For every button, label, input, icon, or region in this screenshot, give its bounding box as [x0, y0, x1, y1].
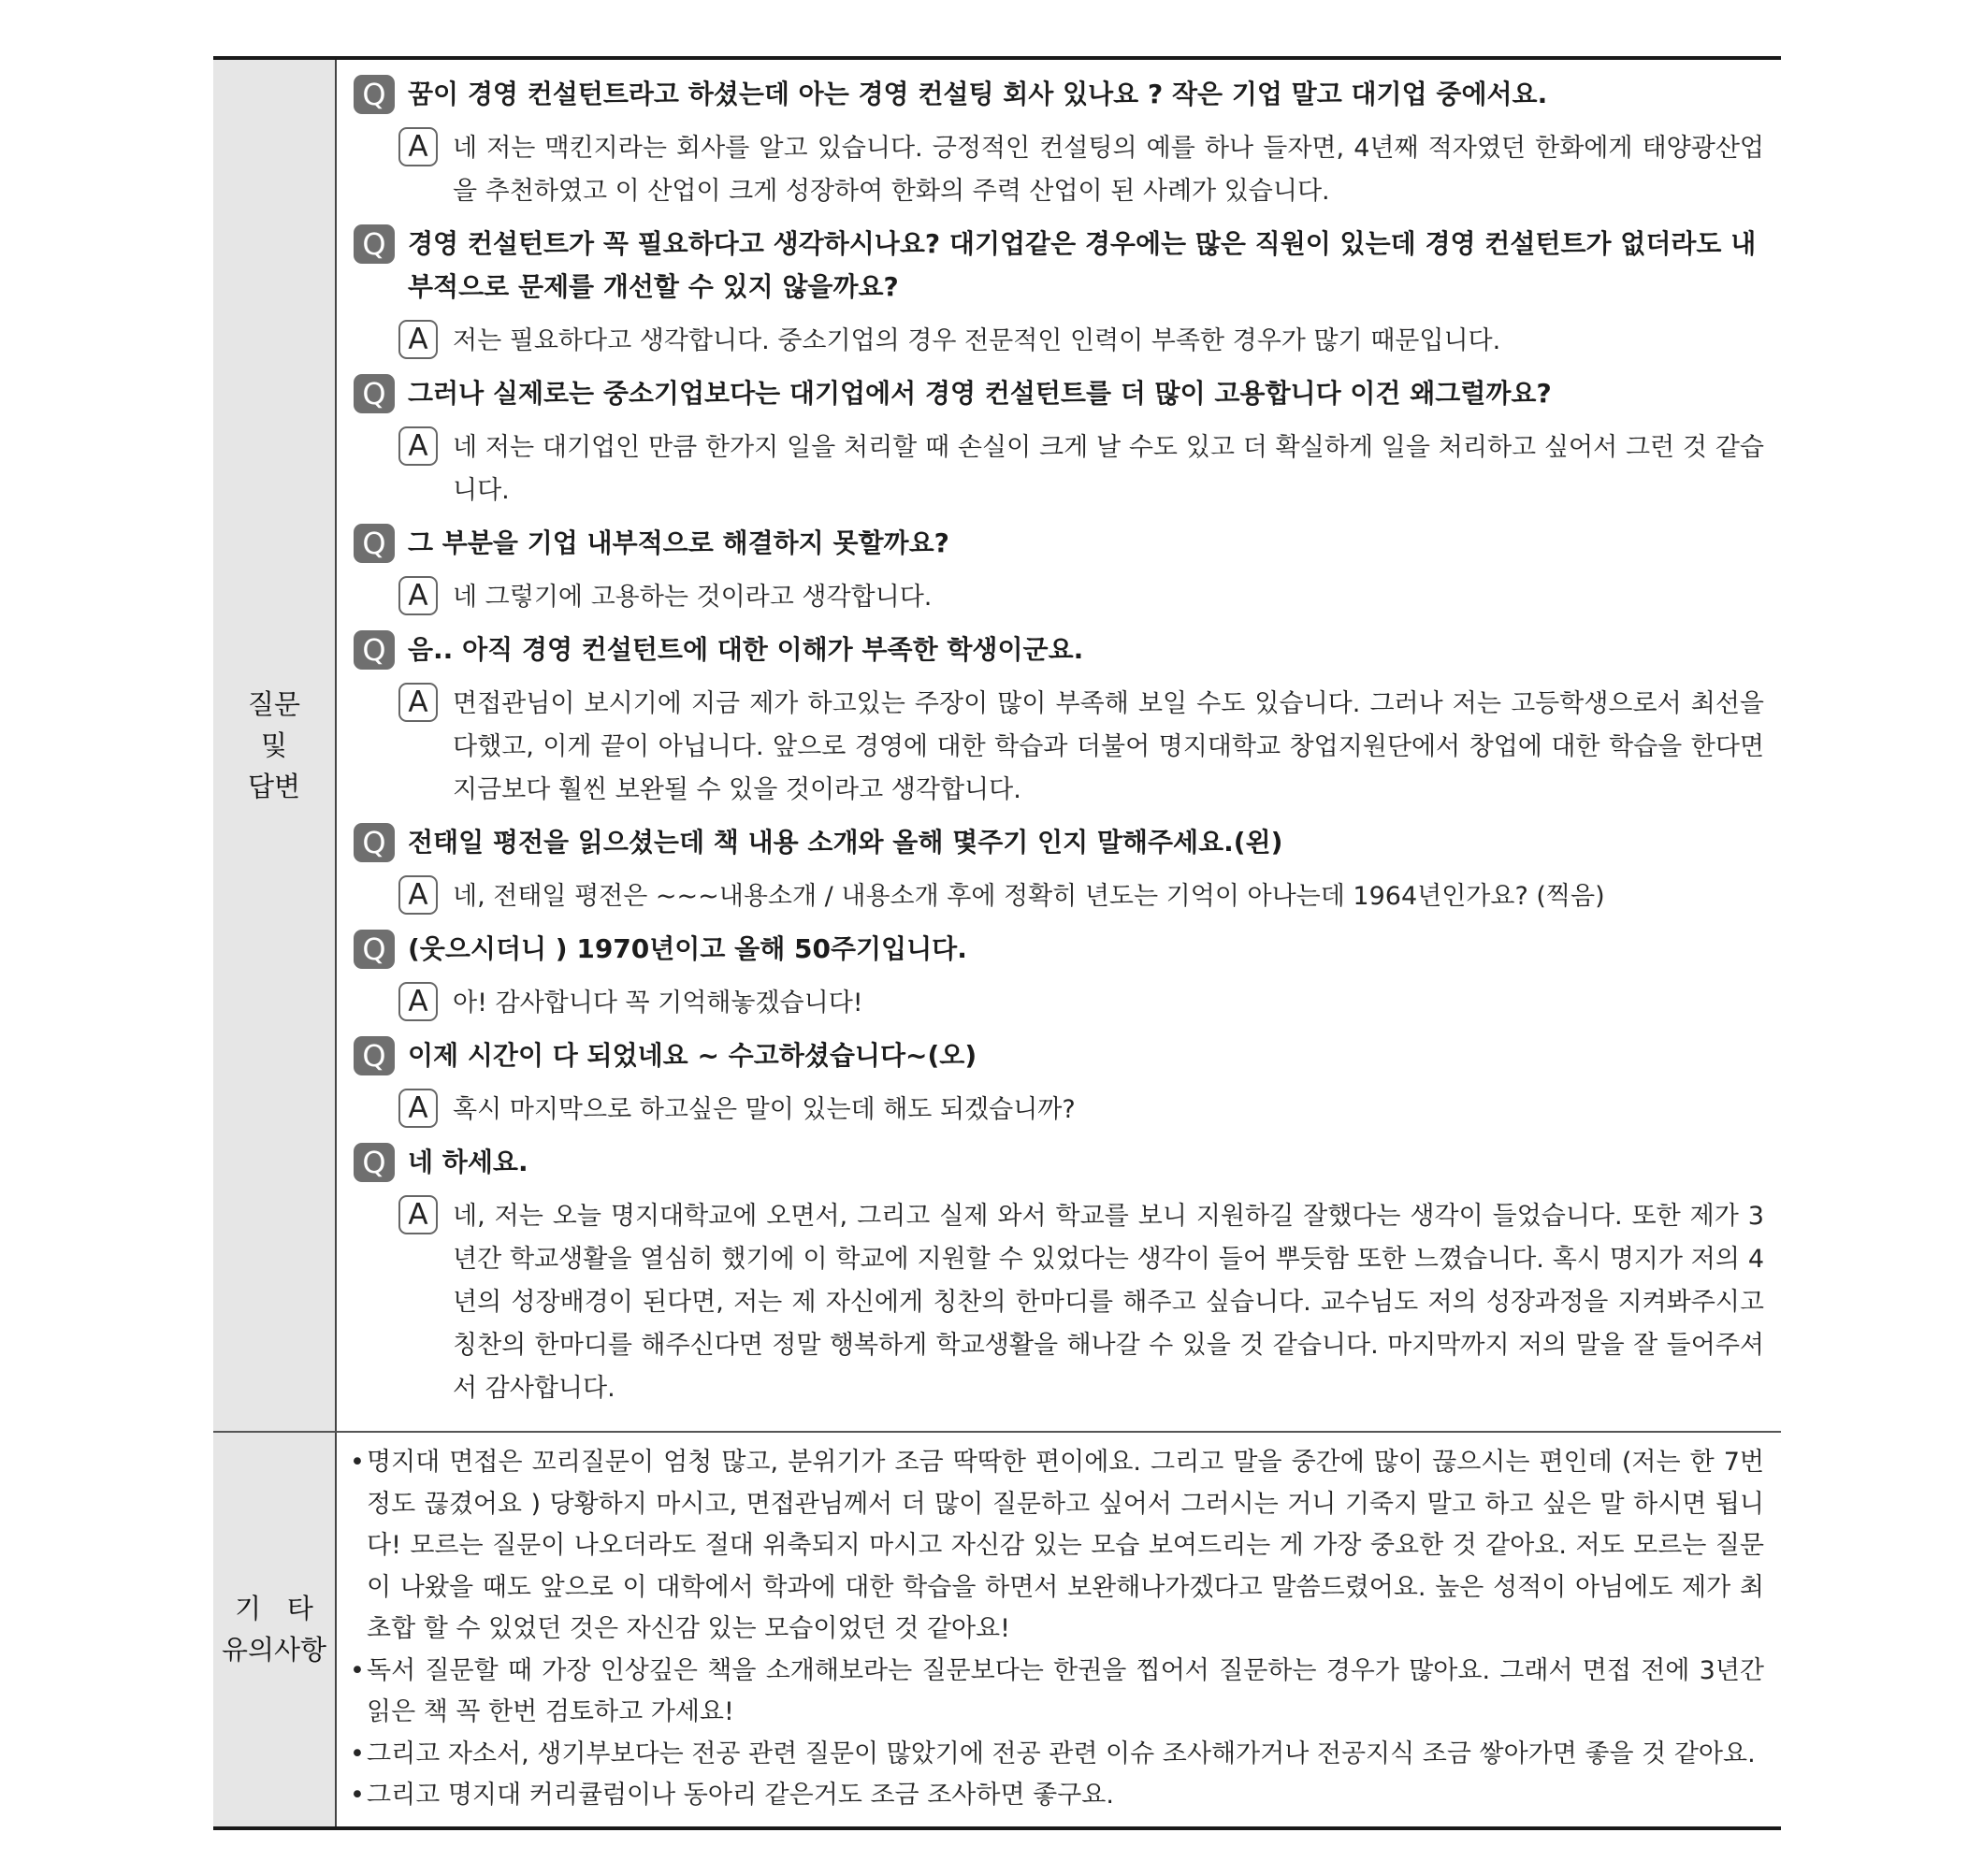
question [354, 223, 1764, 309]
q-icon: Q [354, 374, 395, 413]
note-item [350, 1734, 1764, 1776]
answer-text: 네, 전태일 평전은 ~~~내용소개 / 내용소개 후에 정확히 년도는 기억이 아나는데 1964년인가요? (찍음) [453, 882, 1605, 911]
a-icon: A [398, 576, 438, 615]
q-icon: Q [354, 1143, 395, 1182]
question [354, 73, 1764, 116]
qa-section-label [213, 60, 337, 1431]
qa-pair [354, 1034, 1764, 1132]
question [354, 1034, 1764, 1077]
a-icon: A [398, 320, 438, 359]
label-line: 답변 [247, 771, 301, 802]
a-icon: A [398, 1195, 438, 1234]
note-text: 독서 질문할 때 가장 인상깊은 책을 소개해보라는 질문보다는 한권을 찝어서 질문하는 경우가 많아요. 그래서 면접 전에 3년간 읽은 책 꼭 한번 검토하고 가세요! [367, 1655, 1764, 1726]
answer-text: 아! 감사합니다 꼭 기억해놓겠습니다! [453, 989, 863, 1017]
label-line: 유의사항 [221, 1634, 327, 1667]
answer [398, 875, 1764, 918]
q-icon: Q [354, 823, 395, 862]
bullet-icon: • [350, 1739, 365, 1768]
bullet-icon: • [350, 1781, 365, 1810]
answer [398, 1089, 1764, 1132]
question [354, 522, 1764, 565]
a-icon: A [398, 1089, 438, 1128]
interview-table [213, 56, 1781, 1830]
qa-row [213, 60, 1781, 1431]
qa-pair [354, 1141, 1764, 1410]
qa-pair [354, 522, 1764, 619]
answer-text: 네 저는 맥킨지라는 회사를 알고 있습니다. 긍정적인 컨설팅의 예를 하나 들자면, 4년째 적자였던 한화에게 태양광산업을 추천하였고 이 산업이 크게 성장하여 한화의 주력 산업이 된 사례가 있습니다. [453, 134, 1764, 206]
note-item [350, 1775, 1764, 1817]
answer-text: 네 그렇기에 고용하는 것이라고 생각합니다. [453, 583, 933, 612]
note-text: 그리고 명지대 커리큘럼이나 동아리 같은거도 조금 조사하면 좋구요. [367, 1781, 1114, 1810]
question [354, 628, 1764, 671]
answer [398, 320, 1764, 363]
question-text: 음.. 아직 경영 컨설턴트에 대한 이해가 부족한 학생이군요. [408, 634, 1084, 665]
note-item [350, 1442, 1764, 1651]
question-text: 그러나 실제로는 중소기업보다는 대기업에서 경영 컨설턴트를 더 많이 고용합니다 이건 왜그럴까요? [408, 378, 1552, 409]
notes-section-label [213, 1433, 337, 1826]
a-icon: A [398, 426, 438, 466]
question [354, 1141, 1764, 1184]
note-text: 그리고 자소서, 생기부보다는 전공 관련 질문이 많았기에 전공 관련 이슈 조사해가거나 전공지식 조금 쌓아가면 좋을 것 같아요. [367, 1739, 1756, 1768]
question [354, 928, 1764, 971]
answer [398, 576, 1764, 619]
answer-text: 면접관님이 보시기에 지금 제가 하고있는 주장이 많이 부족해 보일 수도 있습니다. 그러나 저는 고등학생으로서 최선을 다했고, 이게 끝이 아닙니다. 앞으로 경영에 대한 학습과 더불어 명지대학교 창업지원단에서 창업에 대한 학습을 한다면 지금보다 훨씬 보완될 수 있을 것이라고 생각합니다. [453, 689, 1764, 804]
bullet-icon: • [350, 1448, 365, 1477]
a-icon: A [398, 127, 438, 166]
label-line: 기 타 [235, 1593, 313, 1625]
question-text: 전태일 평전을 읽으셨는데 책 내용 소개와 올해 몇주기 인지 말해주세요.(왼) [408, 827, 1283, 858]
q-icon: Q [354, 224, 395, 264]
question-text: 이제 시간이 다 되었네요 ~ 수고하셨습니다~(오) [408, 1040, 977, 1071]
notes-row [213, 1431, 1781, 1826]
notes-list [337, 1433, 1781, 1826]
question-text: 그 부분을 기업 내부적으로 해결하지 못할까요? [408, 527, 949, 558]
answer [398, 683, 1764, 812]
q-icon: Q [354, 930, 395, 969]
label-line: 및 [260, 729, 287, 761]
q-icon: Q [354, 524, 395, 563]
question-text: (웃으시더니 ) 1970년이고 올해 50주기입니다. [408, 933, 967, 964]
q-icon: Q [354, 75, 395, 114]
qa-pair [354, 73, 1764, 213]
answer-text: 네, 저는 오늘 명지대학교에 오면서, 그리고 실제 와서 학교를 보니 지원하길 잘했다는 생각이 들었습니다. 또한 제가 3년간 학교생활을 열심히 했기에 이 학교에 지원할 수 있었다는 생각이 들어 뿌듯함 또한 느꼈습니다. 혹시 명지가 저의 4년의 성장배경이 된다면, 저는 제 자신에게 칭찬의 한마디를 해주고 싶습니다. 교수님도 저의 성장과정을 지켜봐주시고 칭찬의 한마디를 해주신다면 정말 행복하게 학교생활을 해나갈 수 있을 것 같습니다. 마지막까지 저의 말을 잘 들어주셔서 감사합니다. [453, 1202, 1765, 1403]
answer [398, 127, 1764, 213]
question-text: 네 하세요. [408, 1147, 528, 1177]
note-item [350, 1651, 1764, 1734]
question-text: 경영 컨설턴트가 꼭 필요하다고 생각하시나요? 대기업같은 경우에는 많은 직원이 있는데 경영 컨설턴트가 없더라도 내부적으로 문제를 개선할 수 있지 않을까요? [408, 228, 1757, 302]
answer [398, 982, 1764, 1025]
question [354, 372, 1764, 415]
label-line: 질문 [247, 688, 301, 720]
answer-text: 혹시 마지막으로 하고싶은 말이 있는데 해도 되겠습니까? [453, 1095, 1076, 1124]
qa-pair [354, 223, 1764, 363]
answer [398, 426, 1764, 512]
answer-text: 저는 필요하다고 생각합니다. 중소기업의 경우 전문적인 인력이 부족한 경우가 많기 때문입니다. [453, 326, 1501, 355]
qa-pair [354, 628, 1764, 812]
a-icon: A [398, 982, 438, 1021]
a-icon: A [398, 683, 438, 722]
answer [398, 1195, 1764, 1410]
a-icon: A [398, 875, 438, 915]
q-icon: Q [354, 1036, 395, 1075]
question [354, 821, 1764, 864]
answer-text: 네 저는 대기업인 만큼 한가지 일을 처리할 때 손실이 크게 날 수도 있고 더 확실하게 일을 처리하고 싶어서 그런 것 같습니다. [453, 433, 1764, 505]
qa-pair [354, 372, 1764, 512]
note-text: 명지대 면접은 꼬리질문이 엄청 많고, 분위기가 조금 딱딱한 편이에요. 그리고 말을 중간에 많이 끊으시는 편인데 (저는 한 7번 정도 끊겼어요 ) 당황하지 마시고, 면접관님께서 더 많이 질문하고 싶어서 그러시는 거니 기죽지 말고 하고 싶은 말 하시면 됩니다! 모르는 질문이 나오더라도 절대 위축되지 마시고 자신감 있는 모습 보여드리는 게 가장 중요한 것 같아요. 저도 모르는 질문이 나왔을 때도 앞으로 이 대학에서 학과에 대한 학습을 하면서 보완해나가겠다고 말씀드렸어요. 높은 성적이 아님에도 제가 최초합 할 수 있었던 것은 자신감 있는 모습이었던 것 같아요! [367, 1448, 1764, 1643]
bullet-icon: • [350, 1655, 365, 1685]
question-text: 꿈이 경영 컨설턴트라고 하셨는데 아는 경영 컨설팅 회사 있나요 ? 작은 기업 말고 대기업 중에서요. [408, 79, 1548, 109]
q-icon: Q [354, 630, 395, 670]
qa-pair [354, 928, 1764, 1025]
qa-pair [354, 821, 1764, 918]
qa-list [337, 60, 1781, 1431]
